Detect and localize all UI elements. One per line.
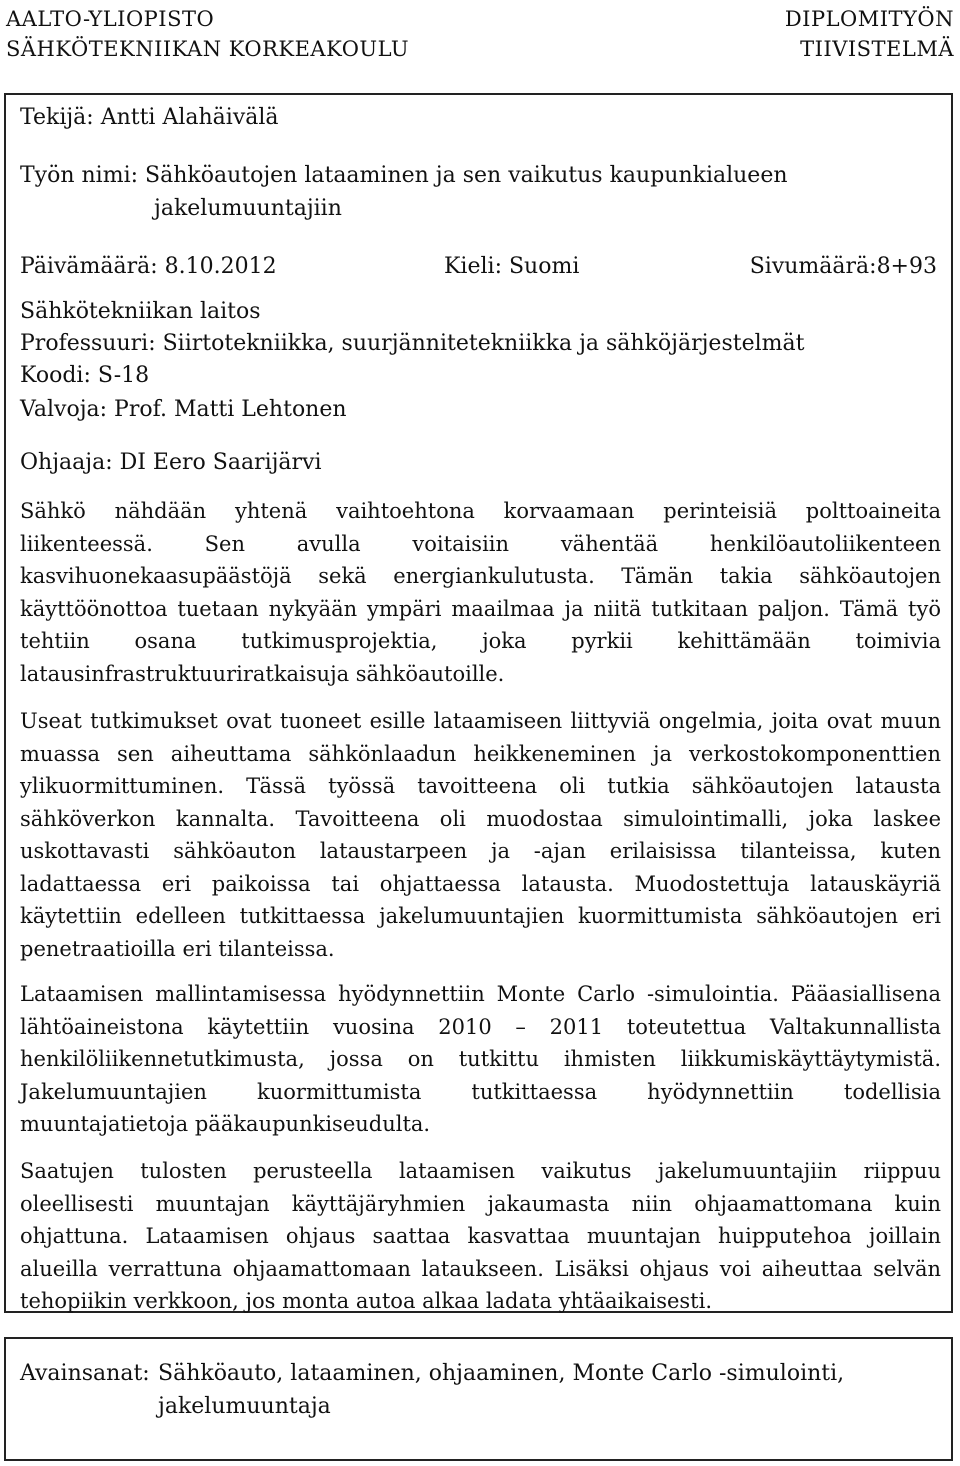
abstract-paragraph-2: Useat tutkimukset ovat tuoneet esille lataamiseen liittyviä ongelmia, joita ovat muun muassa sen aiheuttama sähkönlaadun heikkeneminen ja verkostokomponenttien ylikuormittuminen. Tässä työssä tavoitteena oli tutkia sähköautojen latausta sähköverkon kannalta. Tavoitteena oli muodostaa simulointimalli, joka laskee uskottavasti sähköauton lataustarpeen ja -ajan erilaisissa tilanteissa, kuten ladattaessa eri paikoissa tai ohjattaessa latausta. Muodostettuja latauskäyriä käytettiin edelleen tutkittaessa jakelumuuntajien kuormittumista sähköautojen eri penetraatioilla eri tilanteissa. [20, 709, 941, 961]
department: Sähkötekniikan laitos [20, 299, 261, 324]
page-count: Sivumäärä:8+93 [749, 254, 937, 279]
university-name: AALTO-YLIOPISTO [6, 7, 215, 31]
keywords-label: Avainsanat: [20, 1361, 150, 1386]
author: Tekijä: Antti Alahäivälä [20, 105, 279, 130]
supervisor: Valvoja: Prof. Matti Lehtonen [20, 397, 347, 422]
abstract-paragraph-1: Sähkö nähdään yhtenä vaihtoehtona korvaamaan perinteisiä polttoaineita liikenteessä. Sen avulla voitaisiin vähentää henkilöautoliikenteen kasvihuonekaasupäästöjä sekä energiankulutusta. Tämän takia sähköautojen käyttöönottoa tuetaan nykyään ympäri maailmaa ja niitä tutkitaan paljon. Tämä työ tehtiin osana tutkimusprojektia, joka pyrkii kehittämään toimivia latausinfrastruktuuriratkaisuja sähköautoille. [20, 499, 941, 686]
language: Kieli: Suomi [444, 254, 580, 279]
thesis-title-continued: jakelumuuntajiin [154, 196, 342, 221]
date: Päivämäärä: 8.10.2012 [20, 254, 277, 279]
abstract-box [4, 93, 953, 1313]
document-type-line2: TIIVISTELMÄ [800, 37, 954, 61]
keywords-box [4, 1337, 953, 1461]
abstract-paragraph-4: Saatujen tulosten perusteella lataamisen vaikutus jakelumuuntajiin riippuu oleellisesti muuntajan käyttäjäryhmien jakaumasta niin ohjaamattomana kuin ohjattuna. Lataamisen ohjaus saattaa kasvattaa muuntajan huipputehoa joillain alueilla verrattuna ohjaamattomaan lataukseen. Lisäksi ohjaus voi aiheuttaa selvän tehopiikin verkkoon, jos monta autoa alkaa ladata yhtäaikaisesti. [20, 1159, 941, 1313]
school-name: SÄHKÖTEKNIIKAN KORKEAKOULU [6, 37, 410, 61]
abstract-paragraph-3: Lataamisen mallintamisessa hyödynnettiin Monte Carlo -simulointia. Pääasiallisena lähtöaineistona käytettiin vuosina 2010 – 2011 toteutettua Valtakunnallista henkilöliikennetutkimusta, jossa on tutkittu ihmisten liikkumiskäyttäytymistä. Jakelumuuntajien kuormittumista tutkittaessa hyödynnettiin todellisia muuntajatietoja pääkaupunkiseudulta. [20, 982, 941, 1136]
code: Koodi: S-18 [20, 363, 150, 388]
header-right [785, 4, 954, 64]
header-left [6, 4, 409, 64]
document-type-line1: DIPLOMITYÖN [784, 7, 954, 31]
keywords-text: Sähköauto, lataaminen, ohjaaminen, Monte Carlo -simulointi, jakelumuuntaja [158, 1361, 845, 1419]
instructor: Ohjaaja: DI Eero Saarijärvi [20, 450, 322, 475]
professorship: Professuuri: Siirtotekniikka, suurjännitetekniikka ja sähköjärjestelmät [20, 331, 805, 356]
thesis-title: Työn nimi: Sähköautojen lataaminen ja sen vaikutus kaupunkialueen [20, 163, 788, 188]
